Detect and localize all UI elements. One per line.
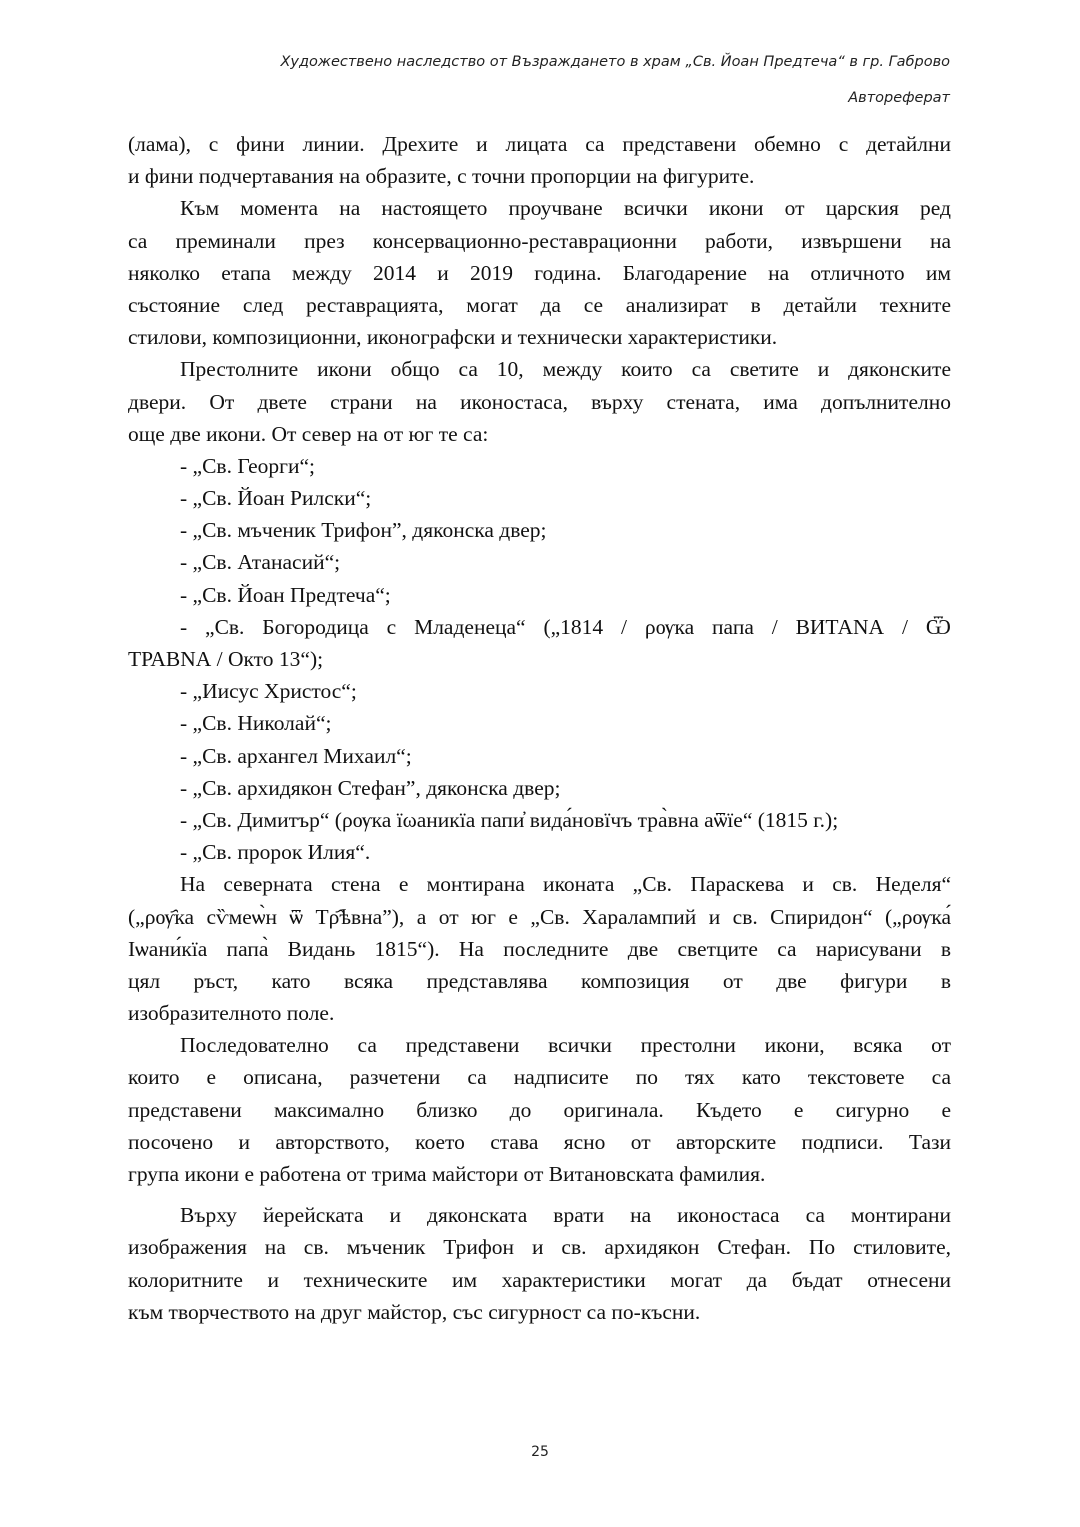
text-line: които е описана, разчетени са надписите по тях като текстовете са xyxy=(128,1065,951,1090)
page-number: 25 xyxy=(531,1444,549,1460)
text-line: колоритните и техническите им характеристики могат да бъдат отнесени xyxy=(128,1267,951,1292)
text-line: посочено и авторството, което става ясно от авторските подписи. Тази xyxy=(128,1129,951,1154)
list-item: - „Св. пророк Илия“. xyxy=(180,840,371,865)
list-item: - „Св. Йоан Рилски“; xyxy=(180,486,372,511)
text-line: Към момента на настоящето проучване всички икони от царския ред xyxy=(180,196,951,221)
list-item: - „Св. мъченик Трифон”, дяконска двер; xyxy=(180,518,547,543)
text-line: Іѡани́кїа папа̀ Видань 1815“). На последните две светците са нарисувани в xyxy=(128,936,951,961)
paragraph xyxy=(128,611,951,675)
text-line: („ρѹ҄ка сѷмеѡ̀н ѿ Тρ҄ѣвна”), а от юг е „Св. Харалампий и св. Спиридон“ („ρѹка́ xyxy=(128,904,951,929)
text-line: са преминали през консервационно-реставрационни работи, извършени на xyxy=(128,228,951,253)
list-block xyxy=(128,675,951,868)
text-line: състояние след реставрацията, могат да се анализират в детайли техните xyxy=(128,292,951,317)
list-item: - „Св. Атанасий“; xyxy=(180,550,341,575)
text-line: изобразителното поле. xyxy=(128,1001,335,1026)
text-line: още две икони. От север на от юг те са: xyxy=(128,421,489,446)
text-line: изображения на св. мъченик Трифон и св. архидякон Стефан. По стиловите, xyxy=(128,1235,951,1260)
text-line: - „Св. Богородица с Младенеца“ („1814 / ρѹка папа / ВИТАNА / Ѿ xyxy=(180,614,951,639)
text-line: и фини подчертавания на образите, с точни пропорции на фигурите. xyxy=(128,164,755,189)
text-line: представени максимално близко до оригинала. Където е сигурно е xyxy=(128,1097,951,1122)
list-item: - „Св. Йоан Предтеча“; xyxy=(180,582,391,607)
text-line: ТРАВNА / Окто 13“); xyxy=(128,647,324,671)
list-item: - „Иисус Христос“; xyxy=(180,679,357,704)
text-line: група икони е работена от трима майстори от Витановската фамилия. xyxy=(128,1162,766,1186)
paragraph xyxy=(128,1029,951,1190)
running-header-subtitle: Автореферат xyxy=(848,90,950,106)
text-line: двери. От двете страни на иконостаса, върху стената, има допълнително xyxy=(128,389,951,414)
paragraph xyxy=(128,1199,951,1328)
text-line: Последователно са представени всички престолни икони, всяка от xyxy=(180,1033,951,1058)
list-item: - „Св. Димитър“ (ρѹка їωаникїа папи̓ вида́новїчъ тра̀вна аѿїе“ (1815 г.); xyxy=(180,807,839,832)
text-line: На северната стена е монтирана иконата „Св. Параскева и св. Неделя“ xyxy=(180,872,951,897)
list-block xyxy=(128,450,951,611)
list-item: - „Св. Николай“; xyxy=(180,711,332,736)
text-line: Върху йерейската и дяконската врати на иконостаса са монтирани xyxy=(180,1203,951,1228)
text-line: (лама), с фини линии. Дрехите и лицата са представени обемно с детайлни xyxy=(128,132,951,156)
list-item: - „Св. архангел Михаил“; xyxy=(180,743,412,768)
text-line: Престолните икони общо са 10, между които са светите и дяконските xyxy=(180,357,951,382)
list-item: - „Св. архидякон Стефан”, дяконска двер; xyxy=(180,775,561,800)
list-item: - „Св. Георги“; xyxy=(180,453,315,478)
text-line: към творчеството на друг майстор, със сигурност са по-късни. xyxy=(128,1299,701,1324)
text-line: няколко етапа между 2014 и 2019 година. Благодарение на отличното им xyxy=(128,260,951,285)
paragraph xyxy=(128,353,951,450)
running-header-title: Художествено наследство от Възраждането в храм „Св. Йоан Предтеча“ в гр. Габрово xyxy=(280,54,950,70)
paragraph xyxy=(128,128,951,192)
text-line: цял ръст, като всяка представлява композиция от две фигури в xyxy=(128,968,951,993)
paragraph xyxy=(128,192,951,353)
body-text xyxy=(128,128,951,1328)
paragraph xyxy=(128,868,951,1029)
text-line: стилови, композиционни, иконографски и технически характеристики. xyxy=(128,325,778,350)
